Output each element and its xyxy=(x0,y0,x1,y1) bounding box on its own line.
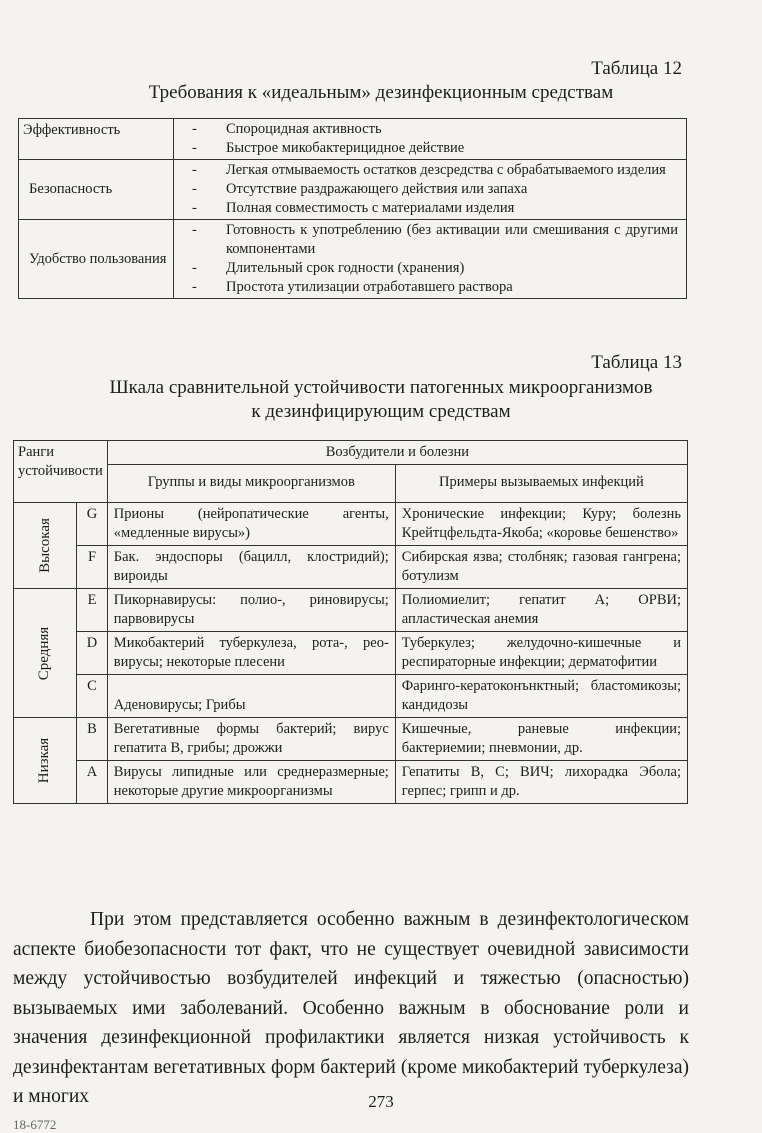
table12-items xyxy=(174,160,687,220)
infection-examples: Хронические инфекции; Куру; болезнь Крейтцфельдта-Якоба; «коровье бешенство» xyxy=(395,503,687,546)
rank-letter: E xyxy=(77,589,108,632)
rank-high: Высокая xyxy=(14,503,77,589)
table-row xyxy=(14,632,688,675)
table12-category: Эффективность xyxy=(19,119,174,160)
rank-letter: C xyxy=(77,675,108,718)
rank-low: Низкая xyxy=(14,718,77,804)
infection-examples: Полиомиелит; гепатит А; ОРВИ; апластическая анемия xyxy=(395,589,687,632)
list-item: - Быстрое микобактерицидное действие xyxy=(192,140,465,156)
microorganism-group: Пикорнавирусы: полио-, риновирусы; парвовирусы xyxy=(107,589,395,632)
list-item: - Легкая отмываемость остатков дезсредства с обрабатываемого изделия xyxy=(192,162,666,178)
header-groups: Группы и виды микроорганизмов xyxy=(107,465,395,503)
table12-row-safety xyxy=(19,160,687,220)
page-number: 273 xyxy=(368,1092,394,1111)
header-main: Возбудители и болезни xyxy=(107,441,687,465)
microorganism-group: Аденовирусы; Грибы xyxy=(107,675,395,718)
microorganism-group: Прионы (нейропатические агенты, «медленные вирусы») xyxy=(107,503,395,546)
table13 xyxy=(13,440,688,804)
rank-letter: F xyxy=(77,546,108,589)
list-item: - Простота утилизации отработавшего раствора xyxy=(192,279,513,295)
table12-items xyxy=(174,119,687,160)
table13-header-row xyxy=(14,441,688,465)
rank-letter: G xyxy=(77,503,108,546)
rank-letter: A xyxy=(77,761,108,804)
list-item: - Спороцидная активность xyxy=(192,121,382,137)
infection-examples: Сибирская язва; столбняк; газовая гангрена; ботулизм xyxy=(395,546,687,589)
list-item: - Готовность к употреблению (без активации или смешивания с другими компонентами xyxy=(192,222,678,257)
table12-row-effectiveness xyxy=(19,119,687,160)
body-paragraph xyxy=(13,905,689,1112)
table-row xyxy=(14,546,688,589)
rank-medium: Средняя xyxy=(14,589,77,718)
table-row xyxy=(14,718,688,761)
table12-label: Таблица 12 xyxy=(591,58,682,79)
infection-examples: Гепатиты В, С; ВИЧ; лихорадка Эбола; герпес; грипп и др. xyxy=(395,761,687,804)
microorganism-group: Микобактерий туберкулеза, рота-, рео-вирусы; некоторые плесени xyxy=(107,632,395,675)
table12-category: Безопасность xyxy=(19,160,174,220)
table12-title: Требования к «идеальным» дезинфекционным средствам xyxy=(148,82,614,103)
infection-examples: Кишечные, раневые инфекции; бактериемии; пневмонии, др. xyxy=(395,718,687,761)
table-row xyxy=(14,675,688,718)
microorganism-group: Вегетативные формы бактерий; вирус гепатита В, грибы; дрожжи xyxy=(107,718,395,761)
list-item: - Полная совместимость с материалами изделия xyxy=(192,200,515,216)
list-item: - Отсутствие раздражающего действия или запаха xyxy=(192,181,528,197)
table-row xyxy=(14,589,688,632)
table12-items xyxy=(174,220,687,299)
table13-subheader-row xyxy=(14,465,688,503)
list-item: - Длительный срок годности (хранения) xyxy=(192,260,465,276)
table12-row-usability xyxy=(19,220,687,299)
table-row xyxy=(14,503,688,546)
table12 xyxy=(18,118,687,299)
signature-mark: 18-6772 xyxy=(13,1117,57,1132)
header-rank: Ранги устойчивости xyxy=(14,441,108,503)
infection-examples: Туберкулез; желудочно-кишечные и респираторные инфекции; дерматофитии xyxy=(395,632,687,675)
microorganism-group: Вирусы липидные или среднеразмерные; некоторые другие микроорганизмы xyxy=(107,761,395,804)
infection-examples: Фаринго-кератоконънктный; бластомикозы; кандидозы xyxy=(395,675,687,718)
table-row xyxy=(14,761,688,804)
rank-letter: D xyxy=(77,632,108,675)
table13-title-line2: к дезинфицирующим средствам xyxy=(251,401,511,422)
rank-letter: B xyxy=(77,718,108,761)
paragraph-text: При этом представляется особенно важным в дезинфектологическом аспекте биобезопасности тот факт, что не существует очевидной зависимости между устойчивостью возбудителей инфекций и тяжестью (опасностью) вызываемых ими заболеваний. Особенно важным в обоснование роли и значения дезинфекционной профилактики является низкая устойчивость к дезинфектантам вегетативных форм бактерий (кроме микобактерий туберкулеза) и многих xyxy=(13,909,689,1107)
table13-label: Таблица 13 xyxy=(591,352,682,373)
table12-category: Удобство пользования xyxy=(19,220,174,299)
header-examples: Примеры вызываемых инфекций xyxy=(395,465,687,503)
microorganism-group: Бак. эндоспоры (бацилл, клостридий); вироиды xyxy=(107,546,395,589)
table13-title-line1: Шкала сравнительной устойчивости патогенных микроорганизмов xyxy=(109,377,653,398)
